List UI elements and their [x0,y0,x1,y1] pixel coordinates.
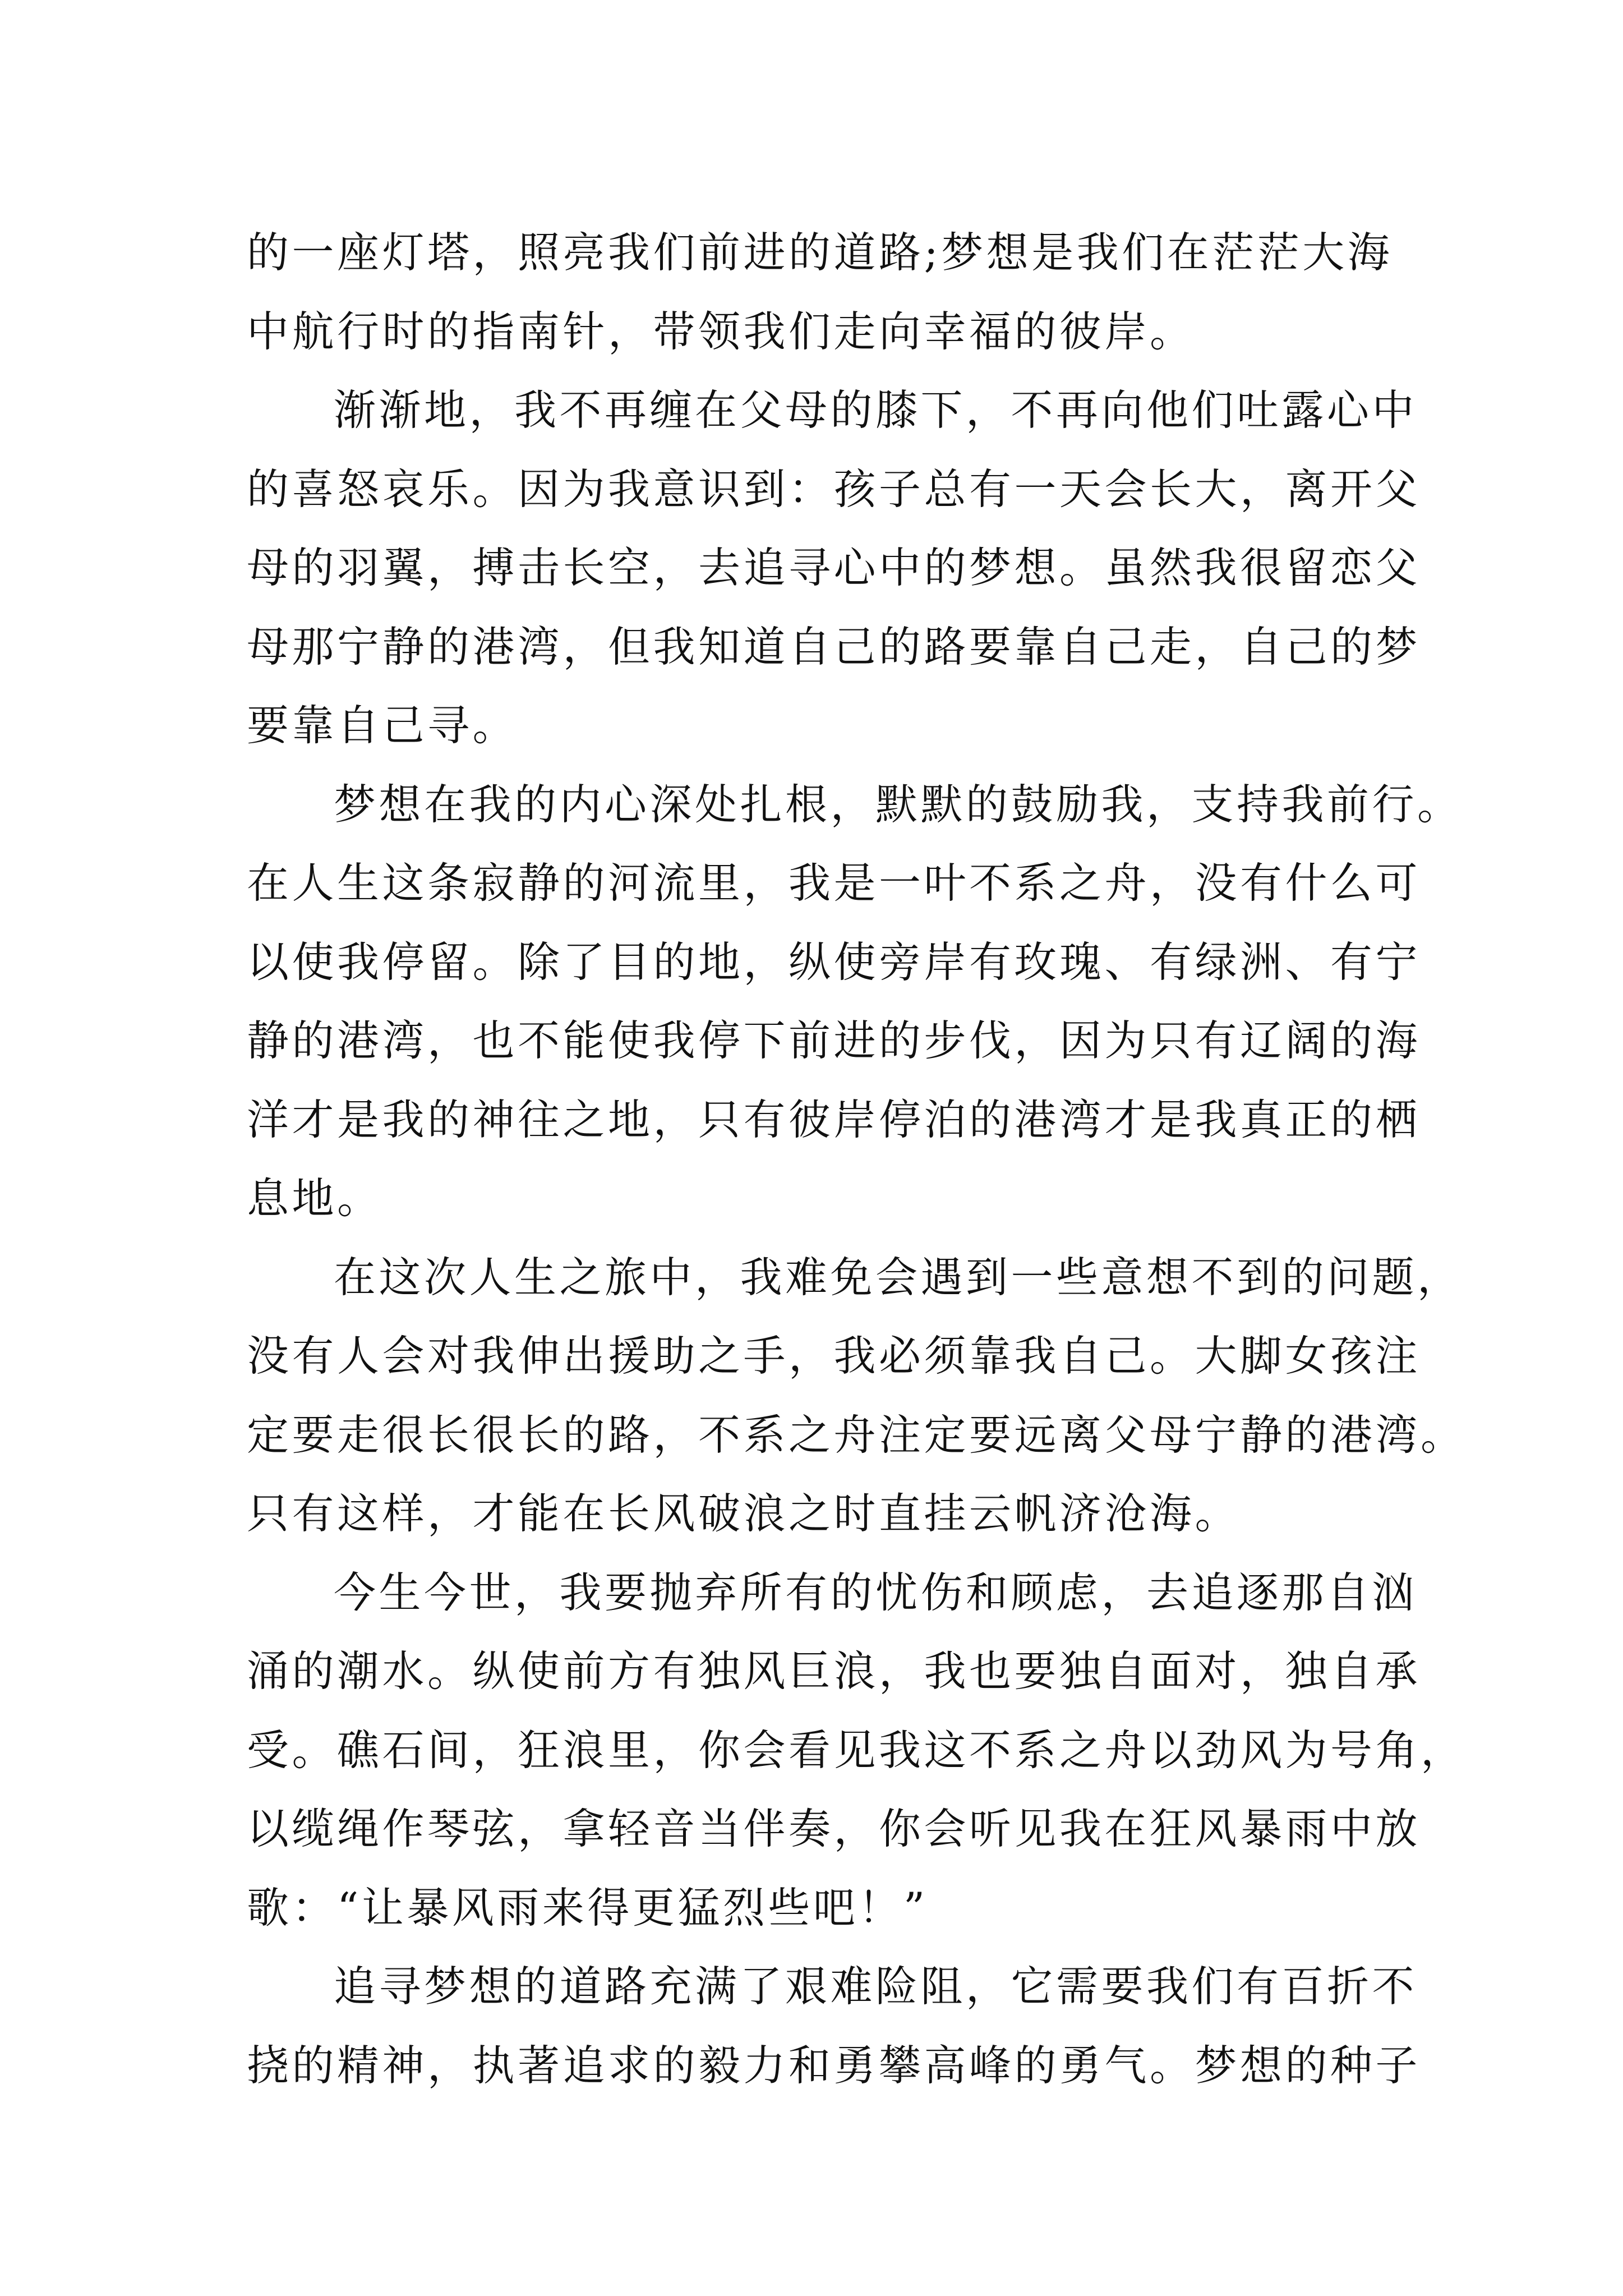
text-line: 中航行时的指南针，带领我们走向幸福的彼岸。 [247,306,1195,356]
paragraph-first-line: 梦想在我的内心深处扎根，默默的鼓励我，支持我前行。 [334,779,1463,829]
text-line: 挠的精神，执著追求的毅力和勇攀高峰的勇气。梦想的种子 [247,2040,1421,2090]
text-line: 涌的潮水。纵使前方有独风巨浪，我也要独自面对，独自承 [247,1646,1421,1696]
paragraph-first-line: 在这次人生之旅中，我难免会遇到一些意想不到的问题， [334,1252,1463,1302]
essay-body [247,213,1466,2105]
text-line: 母的羽翼，搏击长空，去追寻心中的梦想。虽然我很留恋父 [247,543,1421,592]
text-line: 息地。 [247,1174,382,1223]
text-line: 没有人会对我伸出援助之手，我必须靠我自己。大脚女孩注 [247,1331,1421,1381]
text-line: 以使我停留。除了目的地，纵使旁岸有玫瑰、有绿洲、有宁 [247,937,1421,987]
text-line: 歌：“让暴风雨来得更猛烈些吧！” [247,1883,928,1932]
text-line: 受。礁石间，狂浪里，你会看见我这不系之舟以劲风为号角， [247,1725,1466,1775]
paragraph-first-line: 渐渐地，我不再缠在父母的膝下，不再向他们吐露心中 [334,385,1418,435]
text-line: 在人生这条寂静的河流里，我是一叶不系之舟，没有什么可 [247,858,1421,908]
text-line: 要靠自己寻。 [247,701,518,750]
text-line: 母那宁静的港湾，但我知道自己的路要靠自己走，自己的梦 [247,622,1421,671]
text-line: 只有这样，才能在长风破浪之时直挂云帆济沧海。 [247,1489,1241,1538]
text-line: 定要走很长很长的路，不系之舟注定要远离父母宁静的港湾。 [247,1410,1466,1460]
text-line: 静的港湾，也不能使我停下前进的步伐，因为只有辽阔的海 [247,1016,1421,1065]
paragraph-first-line: 今生今世，我要抛弃所有的忧伤和顾虑，去追逐那自汹 [334,1567,1418,1617]
text-line: 以缆绳作琴弦，拿轻音当伴奏，你会听见我在狂风暴雨中放 [247,1804,1421,1853]
text-line: 的喜怒哀乐。因为我意识到：孩子总有一天会长大，离开父 [247,464,1421,514]
text-line: 的一座灯塔，照亮我们前进的道路;梦想是我们在茫茫大海 [247,228,1393,277]
paragraph-first-line: 追寻梦想的道路充满了艰难险阻，它需要我们有百折不 [334,1962,1418,2011]
text-line: 洋才是我的神往之地，只有彼岸停泊的港湾才是我真正的栖 [247,1094,1421,1144]
